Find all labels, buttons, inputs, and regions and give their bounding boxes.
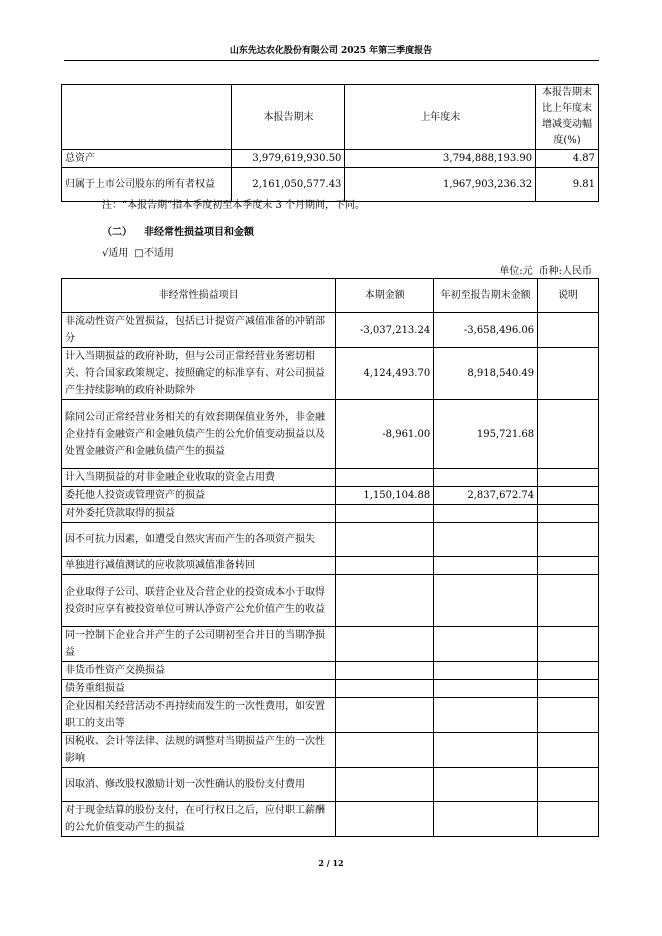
row-label: 同一控制下企业合并产生的子公司期初至合并日的当期净损益 — [62, 627, 336, 662]
cell-value — [434, 469, 538, 487]
cell-value — [434, 575, 538, 627]
unit-info — [493, 262, 592, 277]
cell-note — [538, 680, 599, 698]
row-label: 总资产 — [62, 150, 232, 168]
table-row — [62, 469, 599, 487]
cell-value — [336, 802, 434, 837]
cell-value — [434, 698, 538, 733]
table-row — [62, 313, 599, 348]
cell-value: 9.81 — [536, 168, 599, 202]
cell-value — [336, 768, 434, 802]
section-title: 非经常性损益项目和金额 — [144, 227, 254, 238]
table-row — [62, 662, 599, 680]
cell-value — [336, 523, 434, 557]
cell-value: -3,658,496.06 — [434, 313, 538, 348]
table-row — [62, 802, 599, 837]
cell-value: 2,837,672.74 — [434, 487, 538, 505]
column-header: 上年度末 — [345, 85, 536, 150]
table-row — [62, 768, 599, 802]
cell-value — [336, 627, 434, 662]
column-header: 本报告期末比上年度末增减变动幅度(%) — [536, 85, 599, 150]
cell-note — [538, 733, 599, 768]
column-header — [62, 85, 232, 150]
table-row — [62, 487, 599, 505]
balance-summary-table — [61, 84, 599, 202]
row-label: 委托他人投资或管理资产的损益 — [62, 487, 336, 505]
cell-value — [434, 733, 538, 768]
row-label: 非流动性资产处置损益，包括已计提资产减值准备的冲销部分 — [62, 313, 336, 348]
cell-value: 1,150,104.88 — [336, 487, 434, 505]
cell-note — [538, 400, 599, 469]
cell-value — [434, 523, 538, 557]
cell-value — [434, 680, 538, 698]
cell-note — [538, 505, 599, 523]
cell-value — [336, 575, 434, 627]
row-label: 单独进行减值测试的应收款项减值准备转回 — [62, 557, 336, 575]
cell-value: -8,961.00 — [336, 400, 434, 469]
cell-note — [538, 469, 599, 487]
column-header: 本期金额 — [336, 279, 434, 313]
cell-value: 4.87 — [536, 150, 599, 168]
cell-value: 1,967,903,236.32 — [345, 168, 536, 202]
table-header-row — [62, 85, 599, 150]
applicable-option: √适用 — [102, 248, 129, 259]
row-label: 企业取得子公司、联营企业及合营企业的投资成本小于取得投资时应享有被投资单位可辨认净资产公允价值产生的收益 — [62, 575, 336, 627]
cell-note — [538, 698, 599, 733]
table-row — [62, 505, 599, 523]
cell-value — [434, 505, 538, 523]
cell-value — [434, 627, 538, 662]
cell-value — [434, 768, 538, 802]
footnote: 注：“本报告期”指本季度初至本季度末 3 个月期间，下同。 — [102, 200, 365, 211]
row-label: 因不可抗力因素，如遭受自然灾害而产生的各项资产损失 — [62, 523, 336, 557]
cell-value — [336, 698, 434, 733]
cell-value: 2,161,050,577.43 — [232, 168, 345, 202]
cell-note — [538, 487, 599, 505]
table-row — [62, 698, 599, 733]
row-label: 对于现金结算的股份支付，在可行权日之后，应付职工薪酬的公允价值变动产生的损益 — [62, 802, 336, 837]
column-header: 年初至报告期末金额 — [434, 279, 538, 313]
row-label: 计入当期损益的政府补助，但与公司正常经营业务密切相关、符合国家政策规定、按照确定的标准享有、对公司损益产生持续影响的政府补助除外 — [62, 348, 336, 400]
row-label: 对外委托贷款取得的损益 — [62, 505, 336, 523]
page-header: 山东先达农化股份有限公司 2025 年第三季度报告 — [229, 46, 433, 56]
non-recurring-gains-table — [61, 278, 599, 837]
section-number: （二） — [102, 227, 132, 238]
cell-value: 8,918,540.49 — [434, 348, 538, 400]
cell-note — [538, 575, 599, 627]
cell-value: 195,721.68 — [434, 400, 538, 469]
column-header: 说明 — [538, 279, 599, 313]
cell-note — [538, 313, 599, 348]
cell-value — [336, 505, 434, 523]
cell-value — [434, 802, 538, 837]
table-row — [62, 400, 599, 469]
section-heading — [102, 223, 254, 238]
row-label: 归属于上市公司股东的所有者权益 — [62, 168, 232, 202]
cell-note — [538, 662, 599, 680]
cell-note — [538, 557, 599, 575]
row-label: 非货币性资产交换损益 — [62, 662, 336, 680]
row-label: 除同公司正常经营业务相关的有效套期保值业务外，非金融企业持有金融资产和金融负债产生的公允价值变动损益以及处置金融资产和金融负债产生的损益 — [62, 400, 336, 469]
table-row — [62, 575, 599, 627]
row-label: 因取消、修改股权激励计划一次性确认的股份支付费用 — [62, 768, 336, 802]
table-header-row — [62, 279, 599, 313]
cell-value: 3,979,619,930.50 — [232, 150, 345, 168]
page-number: 2 / 12 — [318, 858, 344, 868]
cell-note — [538, 768, 599, 802]
cell-note — [538, 523, 599, 557]
table-row — [62, 680, 599, 698]
table-row — [62, 557, 599, 575]
applicability-options — [102, 244, 180, 259]
cell-note — [538, 627, 599, 662]
cell-value: -3,037,213.24 — [336, 313, 434, 348]
cell-value: 3,794,888,193.90 — [345, 150, 536, 168]
row-label: 因税收、会计等法律、法规的调整对当期损益产生的一次性影响 — [62, 733, 336, 768]
cell-note — [538, 802, 599, 837]
unit-label: 单位:元 — [499, 266, 533, 277]
table-row — [62, 627, 599, 662]
cell-value — [336, 733, 434, 768]
not-applicable-option: □不适用 — [134, 248, 174, 259]
header-divider — [64, 60, 599, 61]
row-label: 计入当期损益的对非金融企业收取的资金占用费 — [62, 469, 336, 487]
cell-value — [336, 662, 434, 680]
cell-value: 4,124,493.70 — [336, 348, 434, 400]
cell-value — [336, 557, 434, 575]
cell-value — [434, 662, 538, 680]
row-label: 债务重组损益 — [62, 680, 336, 698]
cell-note — [538, 348, 599, 400]
cell-value — [434, 557, 538, 575]
column-header: 本报告期末 — [232, 85, 345, 150]
table-row — [62, 150, 599, 168]
currency-label: 币种:人民币 — [538, 266, 592, 277]
table-row — [62, 523, 599, 557]
table-row — [62, 348, 599, 400]
cell-value — [336, 469, 434, 487]
column-header: 非经常性损益项目 — [62, 279, 336, 313]
row-label: 企业因相关经营活动不再持续而发生的一次性费用，如安置职工的支出等 — [62, 698, 336, 733]
cell-value — [336, 680, 434, 698]
table-row — [62, 733, 599, 768]
